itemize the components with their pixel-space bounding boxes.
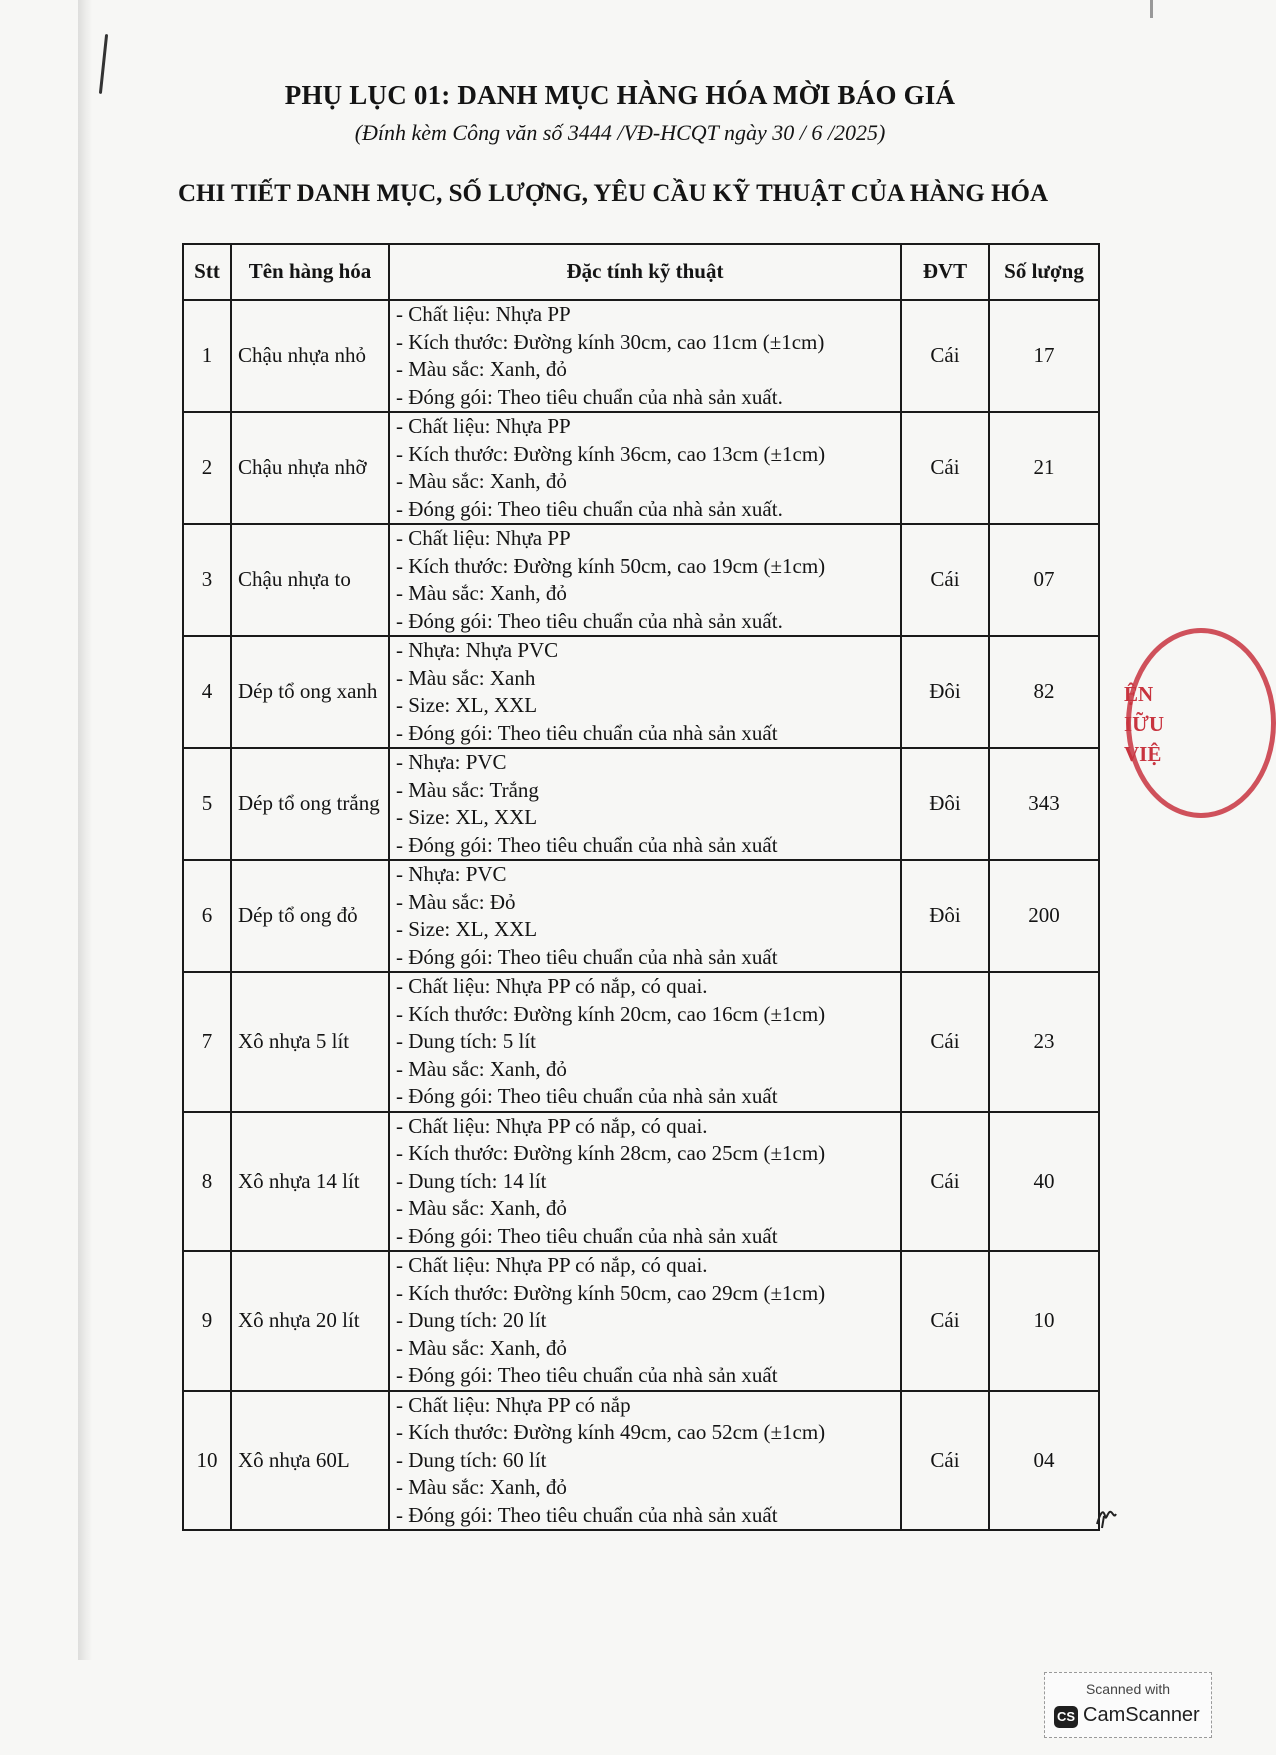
spec-line: - Đóng gói: Theo tiêu chuẩn của nhà sản xuất bbox=[396, 720, 778, 745]
row-number: 7 bbox=[183, 972, 231, 1112]
table-row bbox=[183, 1112, 1099, 1252]
spec-line: - Size: XL, XXL bbox=[396, 693, 538, 717]
item-spec bbox=[389, 300, 901, 412]
spec-line: - Màu sắc: Xanh, đỏ bbox=[396, 1335, 567, 1360]
item-name: Xô nhựa 20 lít bbox=[231, 1251, 389, 1391]
spec-line: - Chất liệu: Nhựa PP có nắp, có quai. bbox=[396, 1253, 708, 1277]
item-unit: Cái bbox=[901, 1391, 989, 1531]
document-title: PHỤ LỤC 01: DANH MỤC HÀNG HÓA MỜI BÁO GIÁ bbox=[284, 80, 956, 110]
section-title: CHI TIẾT DANH MỤC, SỐ LƯỢNG, YÊU CẦU KỸ THUẬT CỦA HÀNG HÓA bbox=[178, 180, 1049, 207]
item-spec bbox=[389, 1112, 901, 1252]
item-unit: Cái bbox=[901, 972, 989, 1112]
table-row bbox=[183, 972, 1099, 1112]
spec-line: - Màu sắc: Xanh, đỏ bbox=[396, 469, 567, 493]
scan-edge-shadow bbox=[78, 0, 92, 1660]
item-spec bbox=[389, 748, 901, 860]
item-name: Dép tổ ong xanh bbox=[231, 636, 389, 748]
table-row bbox=[183, 1251, 1099, 1391]
spec-line: - Chất liệu: Nhựa PP bbox=[396, 414, 571, 438]
spec-line: - Nhựa: PVC bbox=[396, 862, 507, 886]
spec-line: - Đóng gói: Theo tiêu chuẩn của nhà sản xuất. bbox=[396, 496, 783, 521]
header-qty: Số lượng bbox=[989, 244, 1099, 300]
item-name: Xô nhựa 5 lít bbox=[231, 972, 389, 1112]
item-quantity: 07 bbox=[989, 524, 1099, 636]
spec-line: - Màu sắc: Xanh, đỏ bbox=[396, 1056, 567, 1081]
spec-line: - Màu sắc: Đỏ bbox=[396, 889, 516, 914]
item-quantity: 40 bbox=[989, 1112, 1099, 1252]
spec-line: - Kích thước: Đường kính 49cm, cao 52cm (±1cm) bbox=[396, 1420, 826, 1444]
spec-line: - Nhựa: PVC bbox=[396, 750, 507, 774]
header-unit: ĐVT bbox=[901, 244, 989, 300]
row-number: 10 bbox=[183, 1391, 231, 1531]
scan-edge-mark-right bbox=[1150, 0, 1153, 18]
item-unit: Cái bbox=[901, 1112, 989, 1252]
spec-line: - Màu sắc: Xanh, đỏ bbox=[396, 1196, 567, 1220]
table-row bbox=[183, 748, 1099, 860]
spec-line: - Màu sắc: Xanh, đỏ bbox=[396, 357, 567, 381]
item-quantity: 200 bbox=[989, 860, 1099, 972]
item-name: Dép tổ ong đỏ bbox=[231, 860, 389, 972]
item-name: Chậu nhựa nhỡ bbox=[231, 412, 389, 524]
camscanner-logo-icon: CS bbox=[1054, 1706, 1078, 1728]
spec-line: - Đóng gói: Theo tiêu chuẩn của nhà sản xuất bbox=[396, 1363, 778, 1387]
spec-line: - Kích thước: Đường kính 20cm, cao 16cm (±1cm) bbox=[396, 1001, 826, 1026]
spec-line: - Màu sắc: Xanh, đỏ bbox=[396, 1475, 567, 1499]
item-unit: Cái bbox=[901, 300, 989, 412]
scanned-with-caption: Scanned with bbox=[1085, 1681, 1171, 1697]
spec-line: - Đóng gói: Theo tiêu chuẩn của nhà sản xuất bbox=[396, 1223, 778, 1248]
item-name: Chậu nhựa nhỏ bbox=[231, 300, 389, 412]
spec-line: - Dung tích: 20 lít bbox=[396, 1308, 547, 1332]
goods-table bbox=[182, 243, 1100, 1531]
item-unit: Đôi bbox=[901, 636, 989, 748]
row-number: 2 bbox=[183, 412, 231, 524]
table-row bbox=[183, 524, 1099, 636]
spec-line: - Dung tích: 5 lít bbox=[396, 1029, 536, 1053]
item-name: Xô nhựa 14 lít bbox=[231, 1112, 389, 1252]
table-row bbox=[183, 860, 1099, 972]
item-unit: Cái bbox=[901, 1251, 989, 1391]
table-row bbox=[183, 1391, 1099, 1531]
item-unit: Cái bbox=[901, 412, 989, 524]
item-quantity: 10 bbox=[989, 1251, 1099, 1391]
row-number: 4 bbox=[183, 636, 231, 748]
header-spec: Đặc tính kỹ thuật bbox=[389, 244, 901, 300]
item-name: Xô nhựa 60L bbox=[231, 1391, 389, 1531]
item-quantity: 21 bbox=[989, 412, 1099, 524]
item-spec bbox=[389, 412, 901, 524]
spec-line: - Kích thước: Đường kính 28cm, cao 25cm (±1cm) bbox=[396, 1141, 826, 1165]
spec-line: - Kích thước: Đường kính 50cm, cao 29cm (±1cm) bbox=[396, 1280, 826, 1305]
item-name: Chậu nhựa to bbox=[231, 524, 389, 636]
header-name: Tên hàng hóa bbox=[231, 244, 389, 300]
table-body bbox=[183, 300, 1099, 1530]
stamp-text: IỮU bbox=[1124, 712, 1165, 736]
stamp-text: ỆN bbox=[1124, 682, 1154, 706]
spec-line: - Kích thước: Đường kính 50cm, cao 19cm (±1cm) bbox=[396, 553, 826, 578]
item-unit: Đôi bbox=[901, 860, 989, 972]
spec-line: - Chất liệu: Nhựa PP có nắp, có quai. bbox=[396, 974, 708, 998]
item-quantity: 23 bbox=[989, 972, 1099, 1112]
item-quantity: 82 bbox=[989, 636, 1099, 748]
spec-line: - Chất liệu: Nhựa PP có nắp, có quai. bbox=[396, 1113, 708, 1138]
table-row bbox=[183, 636, 1099, 748]
table-header-row bbox=[183, 244, 1099, 300]
spec-line: - Đóng gói: Theo tiêu chuẩn của nhà sản xuất bbox=[396, 1502, 778, 1527]
item-spec bbox=[389, 636, 901, 748]
table-row bbox=[183, 300, 1099, 412]
spec-line: - Kích thước: Đường kính 30cm, cao 11cm (±1cm) bbox=[396, 329, 825, 354]
row-number: 5 bbox=[183, 748, 231, 860]
spec-line: - Size: XL, XXL bbox=[396, 805, 538, 829]
item-quantity: 17 bbox=[989, 300, 1099, 412]
spec-line: - Nhựa: Nhựa PVC bbox=[396, 638, 559, 662]
item-name: Dép tổ ong trắng bbox=[231, 748, 389, 860]
signature-mark-icon bbox=[1094, 1502, 1118, 1530]
document-subtitle: (Đính kèm Công văn số 3444 /VĐ-HCQT ngày 30 / 6 /2025) bbox=[354, 120, 886, 145]
item-spec bbox=[389, 1391, 901, 1531]
spec-line: - Đóng gói: Theo tiêu chuẩn của nhà sản xuất bbox=[396, 1084, 778, 1108]
table-row bbox=[183, 412, 1099, 524]
spec-line: - Dung tích: 60 lít bbox=[396, 1447, 547, 1472]
item-spec bbox=[389, 1251, 901, 1391]
row-number: 3 bbox=[183, 524, 231, 636]
spec-line: - Chất liệu: Nhựa PP có nắp bbox=[396, 1392, 631, 1417]
stamp-text: VIỆ bbox=[1124, 742, 1162, 766]
spec-line: - Đóng gói: Theo tiêu chuẩn của nhà sản xuất. bbox=[396, 384, 783, 409]
item-spec bbox=[389, 524, 901, 636]
row-number: 9 bbox=[183, 1251, 231, 1391]
spec-line: - Dung tích: 14 lít bbox=[396, 1168, 547, 1193]
item-unit: Đôi bbox=[901, 748, 989, 860]
spec-line: - Kích thước: Đường kính 36cm, cao 13cm (±1cm) bbox=[396, 441, 826, 466]
row-number: 1 bbox=[183, 300, 231, 412]
spec-line: - Chất liệu: Nhựa PP bbox=[396, 526, 571, 550]
red-stamp bbox=[1118, 620, 1165, 820]
row-number: 8 bbox=[183, 1112, 231, 1252]
header-stt: Stt bbox=[183, 244, 231, 300]
row-number: 6 bbox=[183, 860, 231, 972]
spec-line: - Đóng gói: Theo tiêu chuẩn của nhà sản xuất. bbox=[396, 608, 783, 633]
spec-line: - Size: XL, XXL bbox=[396, 917, 538, 941]
spec-line: - Chất liệu: Nhựa PP bbox=[396, 302, 571, 326]
item-quantity: 04 bbox=[989, 1391, 1099, 1531]
camscanner-brand: CamScanner bbox=[1083, 1704, 1200, 1726]
item-quantity: 343 bbox=[989, 748, 1099, 860]
item-spec bbox=[389, 860, 901, 972]
camscanner-badge bbox=[1044, 1672, 1212, 1738]
spec-line: - Màu sắc: Trắng bbox=[396, 777, 539, 802]
spec-line: - Đóng gói: Theo tiêu chuẩn của nhà sản xuất bbox=[396, 832, 778, 857]
spec-line: - Màu sắc: Xanh bbox=[396, 665, 536, 690]
item-spec bbox=[389, 972, 901, 1112]
item-unit: Cái bbox=[901, 524, 989, 636]
spec-line: - Đóng gói: Theo tiêu chuẩn của nhà sản xuất bbox=[396, 944, 778, 969]
spec-line: - Màu sắc: Xanh, đỏ bbox=[396, 581, 567, 605]
